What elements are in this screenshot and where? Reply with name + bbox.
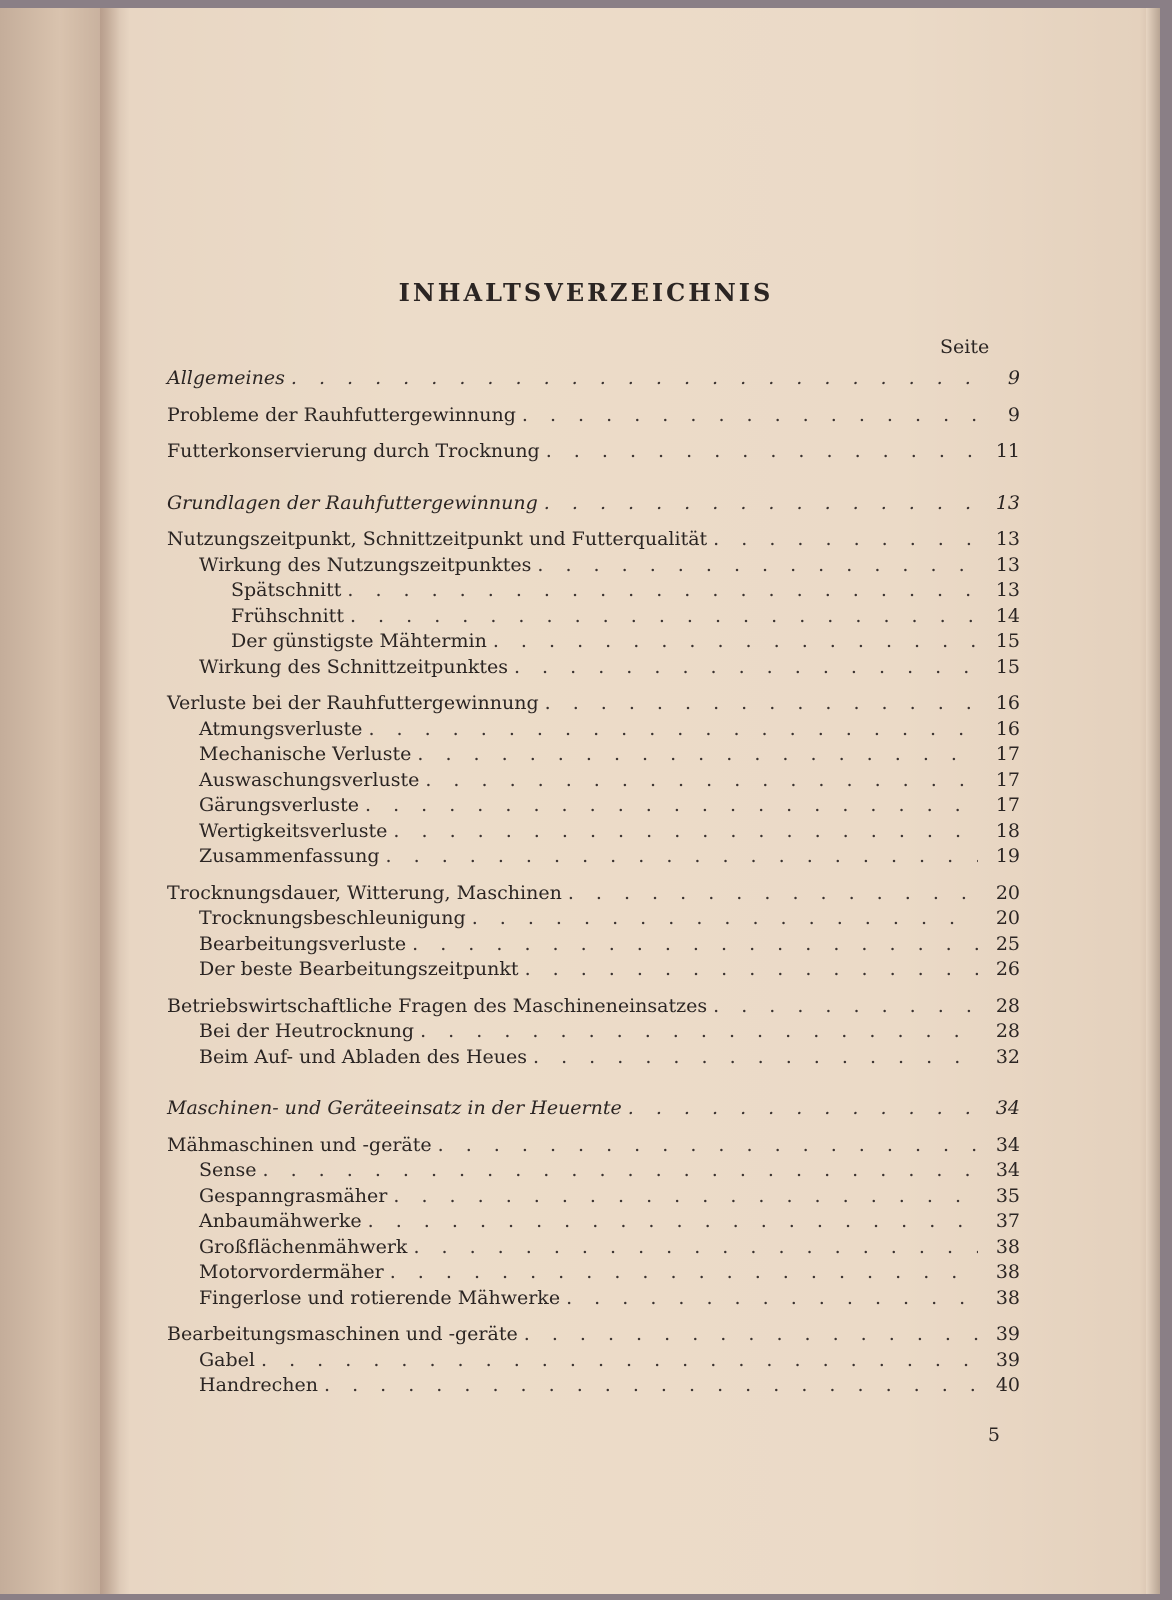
toc-entry [167,819,1020,845]
toc-entry-page: 15 [995,630,1020,652]
toc-entry [167,1235,1020,1261]
dot-leader [425,768,978,794]
toc-entry-label: Mechanische Verluste [199,743,412,765]
toc-entry-page: 34 [995,1097,1020,1119]
toc-entry [167,1373,1020,1399]
dot-leader [525,957,978,983]
toc-entry-label: Futterkonservierung durch Trocknung [167,440,540,462]
dot-leader [628,1096,978,1122]
dot-leader [438,1133,978,1159]
toc-entry-label: Gabel [199,1348,255,1371]
toc-entry-page: 34 [995,1133,1020,1156]
toc-entry-label: Wertigkeitsverluste [199,819,388,842]
page-number: 5 [987,1424,1000,1446]
toc-entry-label: Trocknungsdauer, Witterung, Maschinen [167,881,562,904]
toc-entry-page: 39 [995,1348,1020,1371]
toc-entry-label: Spätschnitt [231,579,342,601]
toc-entry [167,1045,1020,1071]
page-title: INHALTSVERZEICHNIS [398,278,774,307]
dot-leader [420,1019,978,1045]
toc-entry [167,1096,1020,1122]
toc-entry [167,768,1020,794]
toc-entry-label: Bearbeitungsmaschinen und -geräte [167,1323,518,1345]
dot-leader [566,1286,978,1312]
toc-entry-page: 17 [995,743,1020,765]
toc-entry-label: Motorvordermäher [199,1261,384,1283]
toc-entry-label: Atmungsverluste [199,717,363,740]
toc-entry [167,994,1020,1020]
toc-entry [167,1019,1020,1045]
toc-entry-label: Gärungsverluste [199,794,359,816]
toc-entry-page: 13 [995,579,1020,601]
toc-entry-page: 37 [995,1210,1020,1232]
dot-leader [524,1322,978,1348]
dot-leader [417,742,978,768]
dot-leader [537,553,978,579]
toc-entry [167,793,1020,819]
toc-entry [167,691,1020,717]
seite-column-header: Seite [940,336,990,358]
toc-entry-page: 15 [995,655,1020,678]
toc-entry [167,629,1020,655]
dot-leader [390,1260,978,1286]
dot-leader [522,403,978,429]
toc-entry [167,527,1020,553]
toc-entry-label: Sense [199,1159,257,1181]
dot-leader [514,655,978,681]
toc-entry [167,366,1020,392]
toc-entry [167,604,1020,630]
toc-entry [167,881,1020,907]
dot-leader [545,691,978,717]
toc-entry-page: 25 [995,932,1020,955]
toc-entry-page: 38 [995,1286,1020,1309]
dot-leader [263,1158,979,1184]
toc-entry [167,553,1020,579]
toc-entry-label: Allgemeines [167,367,285,389]
toc-entry-label: Mähmaschinen und -geräte [167,1133,432,1156]
toc-entry-page: 16 [995,717,1020,740]
toc-entry-page: 9 [1007,403,1020,426]
page-spine-shadow [100,8,120,1594]
toc-entry-label: Bearbeitungsverluste [199,932,407,955]
dot-leader [412,932,978,958]
toc-entry [167,655,1020,681]
toc-entry-page: 18 [995,819,1020,842]
dot-leader [713,527,978,553]
dot-leader [347,578,978,604]
toc-entry-label: Frühschnitt [231,604,344,627]
toc-entry-page: 17 [995,768,1020,791]
toc-entry-label: Nutzungszeitpunkt, Schnittzeitpunkt und Futterqualität [167,528,708,550]
toc-entry-label: Gespanngrasmäher [199,1184,388,1207]
toc-entry [167,1322,1020,1348]
toc-entry-page: 32 [995,1045,1020,1068]
toc-entry-page: 17 [995,794,1020,816]
toc-entry-page: 39 [995,1323,1020,1345]
toc-entry-label: Wirkung des Schnittzeitpunktes [199,655,508,678]
toc-entry-label: Bei der Heutrocknung [199,1020,415,1042]
toc-entry-page: 20 [995,907,1020,929]
toc-entry-label: Verluste bei der Rauhfuttergewinnung [167,692,539,714]
toc-entry-label: Der beste Bearbeitungszeitpunkt [199,958,519,980]
dot-leader [493,629,978,655]
toc-entry [167,932,1020,958]
toc-entry-page: 38 [995,1235,1020,1258]
toc-entry-page: 35 [995,1184,1020,1207]
toc-entry [167,578,1020,604]
toc-entry [167,906,1020,932]
toc-entry-label: Beim Auf- und Abladen des Heues [199,1045,528,1068]
toc-entry [167,403,1020,429]
dot-leader [568,881,978,907]
toc-entry [167,717,1020,743]
dot-leader [393,819,978,845]
toc-entry-label: Großflächenmähwerk [199,1235,408,1258]
toc-entry-label: Fingerlose und rotierende Mähwerke [199,1286,561,1309]
toc-entry-page: 13 [995,528,1020,550]
toc-entry-page: 13 [995,553,1020,576]
dot-leader [261,1348,978,1374]
toc-entry [167,1348,1020,1374]
dot-leader [472,906,978,932]
toc-entry [167,844,1020,870]
toc-entry-page: 16 [995,692,1020,714]
toc-entry [167,491,1020,517]
toc-entry-page: 34 [995,1159,1020,1181]
toc-entry-label: Grundlagen der Rauhfuttergewinnung [167,491,538,514]
toc-entry-label: Trocknungsbeschleunigung [199,907,466,929]
toc-entry-label: Zusammenfassung [199,845,380,867]
toc-entry-label: Auswaschungsverluste [199,768,420,791]
toc-entry [167,1209,1020,1235]
dot-leader [544,491,978,517]
toc-entry-page: 38 [995,1261,1020,1283]
toc-entry-label: Der günstigste Mähtermin [231,630,487,652]
toc-entry-label: Maschinen- und Geräteeinsatz in der Heuernte [167,1097,622,1119]
toc-entry-page: 20 [995,881,1020,904]
dot-leader [368,1209,978,1235]
toc-entry-label: Wirkung des Nutzungszeitpunktes [199,553,532,576]
dot-leader [324,1373,978,1399]
page-right-edge [1146,8,1160,1594]
toc-entry [167,1286,1020,1312]
toc-entry-label: Betriebswirtschaftliche Fragen des Maschineneinsatzes [167,994,708,1017]
dot-leader [350,604,978,630]
table-of-contents [167,366,1020,1399]
toc-entry-label: Anbaumähwerke [199,1210,362,1232]
dot-leader [413,1235,978,1261]
dot-leader [368,717,978,743]
toc-entry-page: 19 [995,845,1020,867]
dot-leader [365,793,978,819]
dot-leader [546,439,978,465]
toc-entry [167,1260,1020,1286]
toc-entry [167,1184,1020,1210]
toc-entry-page: 14 [995,604,1020,627]
toc-entry-page: 28 [995,994,1020,1017]
toc-entry-page: 26 [995,958,1020,980]
toc-entry-label: Handrechen [199,1374,318,1396]
dot-leader [533,1045,978,1071]
toc-entry [167,1133,1020,1159]
toc-entry-page: 9 [1007,367,1020,389]
toc-entry-page: 11 [995,440,1020,462]
dot-leader [393,1184,978,1210]
dot-leader [291,366,978,392]
toc-entry [167,957,1020,983]
dot-leader [386,844,978,870]
toc-entry [167,742,1020,768]
dot-leader [713,994,978,1020]
toc-entry-page: 40 [995,1374,1020,1396]
toc-entry-label: Probleme der Rauhfuttergewinnung [167,403,516,426]
toc-entry [167,439,1020,465]
toc-entry-page: 13 [995,491,1020,514]
toc-entry-page: 28 [995,1020,1020,1042]
toc-entry [167,1158,1020,1184]
